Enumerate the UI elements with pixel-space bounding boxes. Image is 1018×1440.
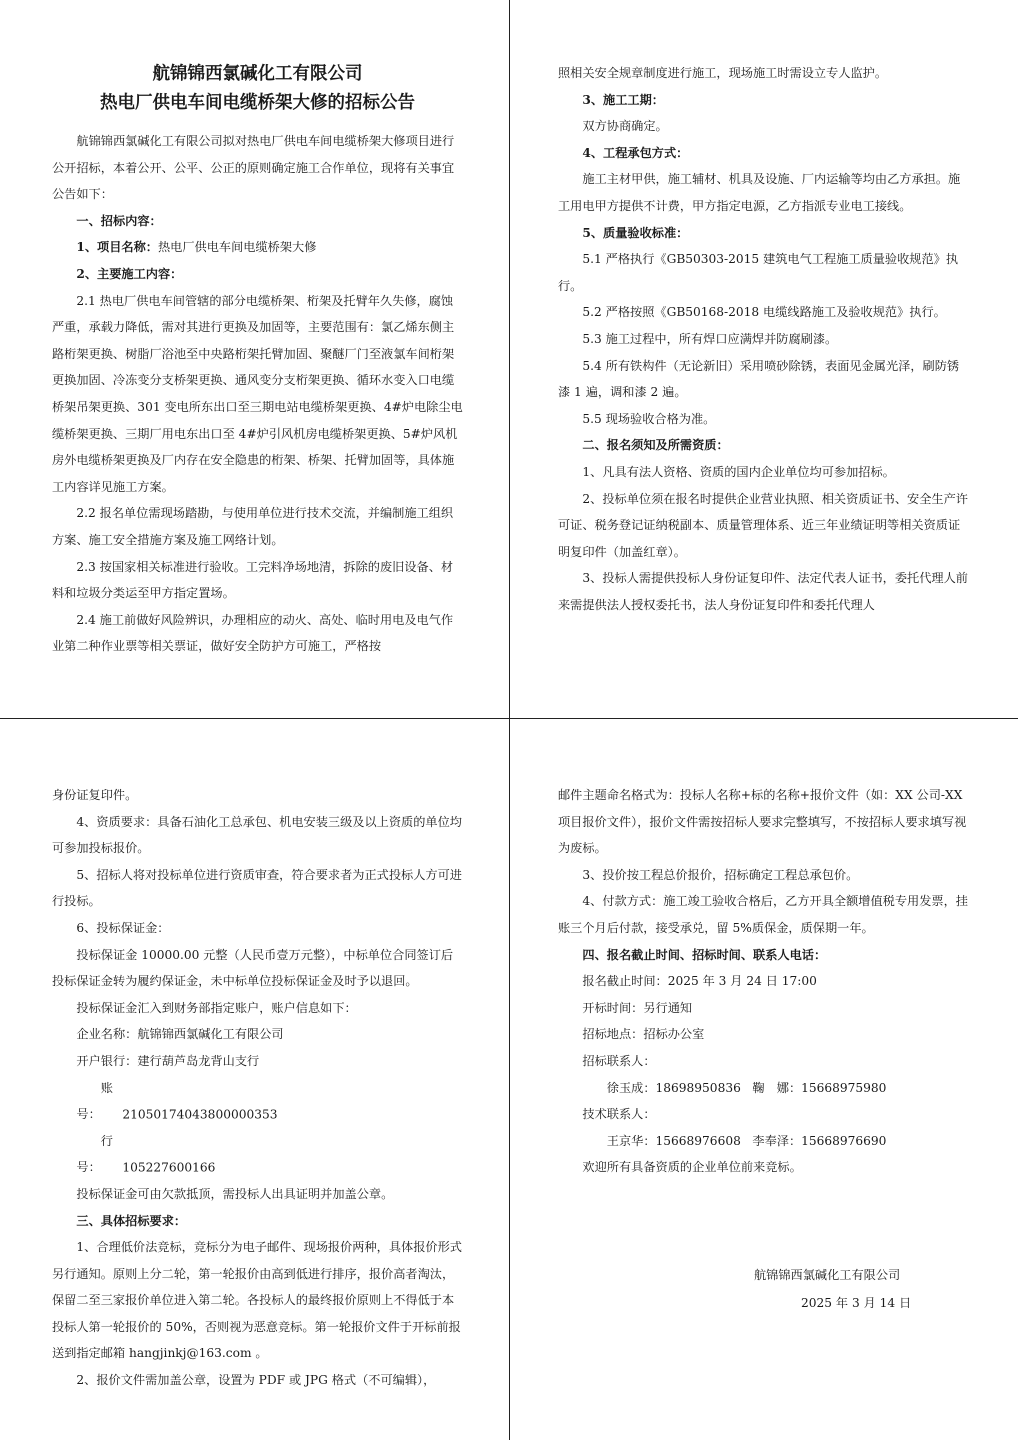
paragraph-2-1: 2.1 热电厂供电车间管辖的部分电缆桥架、桁架及托臂年久失修，腐蚀严重，承载力降低，需对其进行更换及加固等，主要范围有：氯乙烯东侧主路桁架更换、树脂厂浴池至中央路桁架托臂加固、聚醚厂门至液氯车间桁架更换加固、冷冻变分支桥架更换、通风变分支桁架更换、循环水变入口电缆桥架吊架更换、301 变电所东出口至三期电站电缆桥架更换、4#炉电除尘电缆桥架更换、三期厂用电东出口至 4#炉引风机房电缆桥架更换、5#炉风机房外电缆桥架更换及厂内存在安全隐患的桁架、桥架、托臂加固等，具体施工内容详见施工方案。 — [52, 293, 463, 494]
account-number-label: 账号： — [76, 1080, 113, 1122]
requirement-2: 2、投标单位须在报名时提供企业营业执照、相关资质证书、安全生产许可证、税务登记证纳税副本、质量管理体系、近三年业绩证明等相关资质证明复印件（加盖红章）。 — [558, 491, 968, 559]
page-1 — [52, 60, 463, 660]
contract-method-heading: 4、工程承包方式： — [582, 145, 689, 160]
registration-deadline: 报名截止时间：2025 年 3 月 24 日 17:00 — [582, 974, 817, 989]
section-1-heading: 一、招标内容： — [76, 213, 162, 228]
deposit-paragraph-1: 投标保证金 10000.00 元整（人民币壹万元整），中标单位合同签订后投标保证金转为履约保证金，未中标单位投标保证金及时予以退回。 — [52, 947, 454, 989]
project-name-value: 热电厂供电车间电缆桥架大修 — [158, 240, 317, 255]
section-2-heading: 二、报名须知及所需资质： — [582, 438, 729, 453]
requirement-1: 1、凡具有法人资格、资质的国内企业单位均可参加招标。 — [582, 464, 895, 479]
paragraph-2-4: 2.4 施工前做好风险辨识，办理相应的动火、高处、临时用电及电气作业第二种作业票等相关票证，做好安全防护方可施工，严格按 — [52, 612, 454, 654]
project-name — [52, 234, 463, 261]
horizontal-divider — [0, 718, 1018, 719]
bank-code-value: 105227600166 — [122, 1160, 216, 1175]
requirement-3: 3、投标人需提供投标人身份证复印件、法定代表人证书，委托代理人前来需提供法人授权委托书，法人身份证复印件和委托代理人 — [558, 571, 968, 612]
account-bank: 开户银行：建行葫芦岛龙背山支行 — [76, 1053, 260, 1068]
quality-5-3: 5.3 施工过程中，所有焊口应满焊并防腐刷漆。 — [582, 331, 838, 346]
tender-contacts — [558, 1075, 969, 1102]
page-3 — [52, 782, 463, 1394]
bank-code — [52, 1128, 463, 1181]
requirement-4: 4、资质要求：具备石油化工总承包、机电安装三级及以上资质的单位均可参加投标报价。 — [52, 814, 462, 856]
section-4-heading: 四、报名截止时间、招标时间、联系人电话： — [582, 947, 827, 962]
requirement-3-continued: 身份证复印件。 — [52, 788, 138, 802]
tender-contact-2: 鞠 娜：15668975980 — [752, 1080, 887, 1095]
account-number-value: 21050174043800000353 — [122, 1107, 278, 1122]
tender-requirement-1: 1、合理低价法竞标，竞标分为电子邮件、现场报价两种，具体报价形式另行通知。原则上分二轮，第一轮报价由高到低进行排序，报价高者淘汰，保留二至三家报价单位进入第二轮。各投标人的最终报价原则上不得低于本投标人第一轮报价的 50%，否则视为恶意竞标。第一轮报价文件于开标前报送到指定邮箱 hangjinkj@163.com 。 — [52, 1240, 462, 1361]
tender-contact-label: 招标联系人： — [582, 1053, 656, 1068]
vertical-divider-bottom — [509, 719, 510, 1440]
page-4 — [558, 782, 969, 1181]
quality-5-2: 5.2 严格按照《GB50168-2018 电缆线路施工及验收规范》执行。 — [582, 305, 946, 320]
tech-contact-1: 王京华：15668976608 — [606, 1133, 741, 1148]
paragraph-2-4-continued: 照相关安全规章制度进行施工，现场施工时需设立专人监护。 — [558, 66, 888, 80]
paragraph-2-3: 2.3 按国家相关标准进行验收。工完料净场地清，拆除的废旧设备、材料和垃圾分类运至甲方指定置场。 — [52, 559, 454, 601]
requirement-6: 6、投标保证金： — [76, 920, 170, 935]
tender-requirement-3: 3、投价按工程总价报价，招标确定工程总承包价。 — [582, 867, 859, 882]
account-company: 企业名称：航锦锦西氯碱化工有限公司 — [76, 1027, 284, 1042]
tech-contacts — [558, 1128, 969, 1155]
tender-contact-1: 徐玉成：18698950836 — [606, 1080, 741, 1095]
contract-method-text: 施工主材甲供，施工辅材、机具及设施、厂内运输等均由乙方承担。施工用电甲方提供不计费，甲方指定电源，乙方指派专业电工接线。 — [558, 172, 961, 213]
paragraph-2-2: 2.2 报名单位需现场踏勘，与使用单位进行技术交流，并编制施工组织方案、施工安全措施方案及施工网络计划。 — [52, 506, 454, 547]
opening-time: 开标时间：另行通知 — [582, 1000, 693, 1015]
tender-requirement-2: 2、报价文件需加盖公章，设置为 PDF 或 JPG 格式（不可编辑）， — [76, 1373, 436, 1388]
deposit-paragraph-3: 投标保证金可由欠款抵顶，需投标人出具证明并加盖公章。 — [76, 1186, 394, 1201]
quality-5-4: 5.4 所有铁构件（无论新旧）采用喷砂除锈，表面见金属光泽，刷防锈漆 1 遍，调和漆 2 遍。 — [558, 358, 960, 400]
deposit-paragraph-2: 投标保证金汇入到财务部指定账户，账户信息如下： — [76, 1000, 357, 1015]
schedule-heading: 3、施工工期： — [582, 92, 664, 107]
title-notice: 热电厂供电车间电缆桥架大修的招标公告 — [100, 93, 415, 113]
title-company: 航锦锦西氯碱化工有限公司 — [152, 64, 363, 84]
quality-standard-heading: 5、质量验收标准： — [582, 225, 689, 240]
requirement-5: 5、招标人将对投标单位进行资质审查，符合要求者为正式投标人方可进行投标。 — [52, 867, 462, 909]
tech-contact-label: 技术联系人： — [582, 1107, 656, 1122]
tender-location: 招标地点：招标办公室 — [582, 1027, 705, 1042]
signature-company: 航锦锦西氯碱化工有限公司 — [754, 1268, 901, 1282]
tender-requirement-4: 4、付款方式：施工竣工验收合格后，乙方开具全额增值税专用发票，挂账三个月后付款，接受承兑，留 5%质保金，质保期一年。 — [558, 894, 968, 935]
quality-5-5: 5.5 现场验收合格为准。 — [582, 411, 716, 426]
project-name-label: 1、项目名称： — [76, 240, 158, 255]
main-work-heading: 2、主要施工内容： — [76, 266, 183, 281]
schedule-text: 双方协商确定。 — [582, 119, 668, 134]
quality-5-1: 5.1 严格执行《GB50303-2015 建筑电气工程施工质量验收规范》执行。 — [558, 252, 959, 293]
bank-code-label: 行号： — [76, 1133, 113, 1175]
tender-requirement-2-continued: 邮件主题命名格式为：投标人名称+标的名称+报价文件（如：XX 公司-XX 项目报价文件），报价文件需按招标人要求完整填写，不按招标人要求填写视为废标。 — [558, 788, 967, 856]
signature-date: 2025 年 3 月 14 日 — [801, 1296, 912, 1310]
section-3-heading: 三、具体招标要求： — [76, 1213, 187, 1228]
intro-paragraph: 航锦锦西氯碱化工有限公司拟对热电厂供电车间电缆桥架大修项目进行公开招标，本着公开、公平、公正的原则确定施工合作单位，现将有关事宜公告如下： — [52, 134, 455, 202]
tech-contact-2: 李奉泽：15668976690 — [752, 1133, 887, 1148]
vertical-divider-top — [509, 0, 510, 718]
page-2 — [558, 60, 969, 618]
welcome-text: 欢迎所有具备资质的企业单位前来竞标。 — [582, 1160, 802, 1175]
account-number — [52, 1075, 463, 1128]
